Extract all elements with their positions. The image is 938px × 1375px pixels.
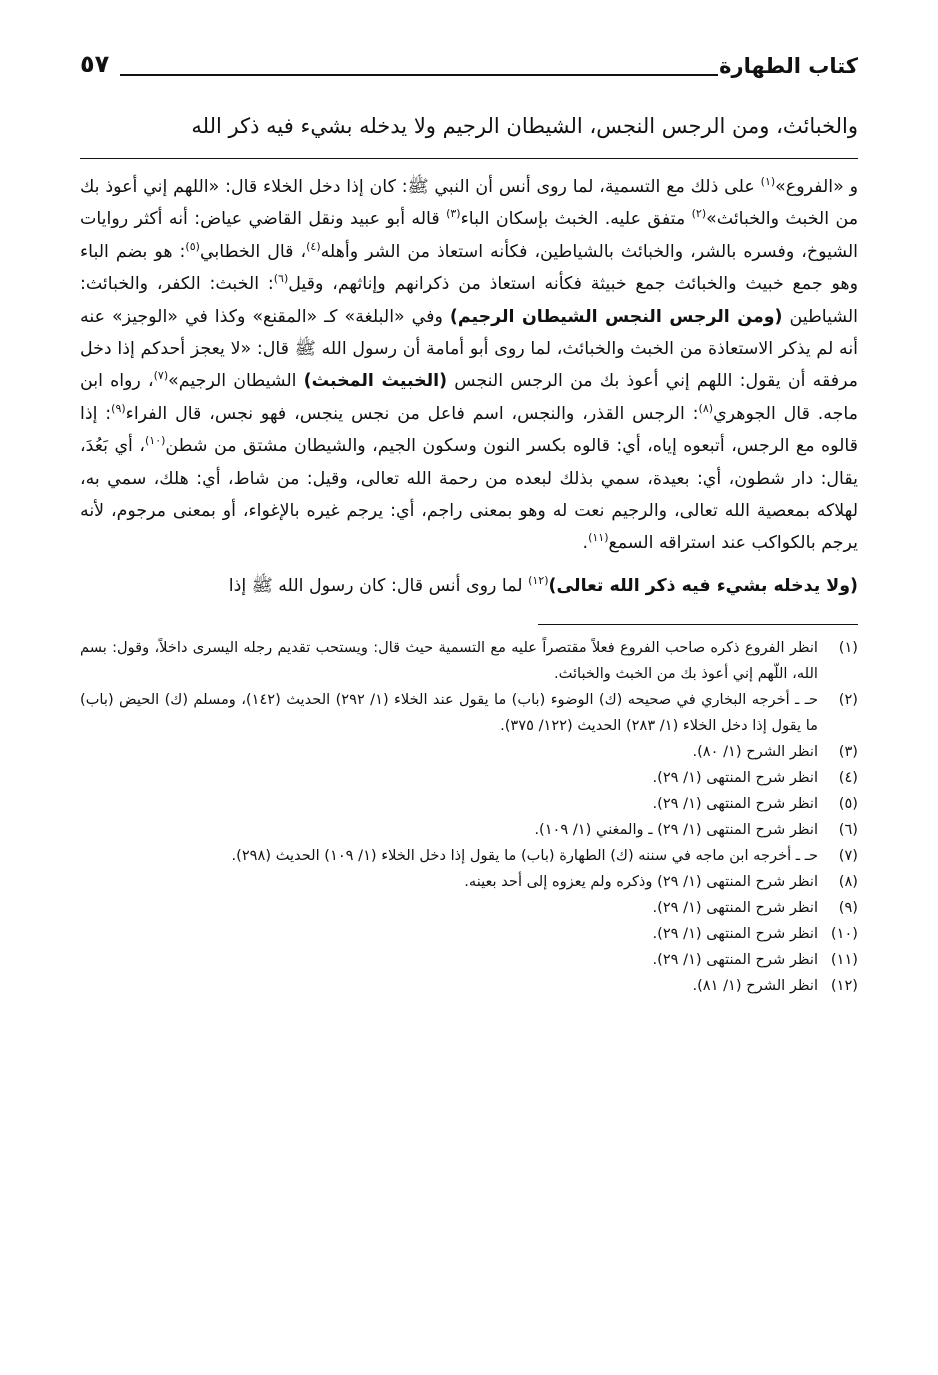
text-segment: متفق عليه. الخبث بإسكان الباء [460, 209, 692, 230]
footnote-number: (١٠) [830, 925, 858, 943]
footnote-text: انظر شرح المنتهى (١/ ٢٩). [652, 925, 818, 943]
matn-quote: (ومن الرجس النجس الشيطان الرجيم) [449, 306, 783, 327]
text-segment: و «الفروع» [775, 177, 858, 197]
footnote-ref-2: (٢) [691, 207, 707, 221]
footnote-ref-9: (٩) [111, 402, 126, 416]
footnote-text: انظر شرح المنتهى (١/ ٢٩). [652, 951, 818, 969]
footnote-number: (١١) [830, 951, 858, 969]
footnote-ref-6: (٦) [273, 272, 289, 286]
text-segment: على ذلك مع التسمية، لما روى أنس أن النبي ﷺ: كان إذا دخل الخلاء قال: «اللهم إني أعوذ بك من الخبث والخبائث» [80, 177, 859, 230]
matn-quote: (ولا يدخله بشيء فيه ذكر الله تعالى) [548, 575, 858, 596]
footnote-ref-1: (١) [760, 175, 776, 189]
footnote-item [80, 973, 858, 999]
commentary-paragraph-2 [80, 570, 858, 602]
text-segment: : إذا قالوه مع الرجس، أتبعوه إياه، أي: قالوه بكسر النون وسكون الجيم، والشيطان مشتق من شطن [80, 403, 858, 457]
footnote-item [80, 817, 858, 843]
footnote-text: انظر الشرح (١/ ٨١). [692, 977, 818, 995]
footnote-text: حـ ـ أخرجه ابن ماجه في سننه (ك) الطهارة (باب) ما يقول إذا دخل الخلاء (١/ ١٠٩) الحديث (٢٩٨). [231, 847, 818, 865]
footnote-number: (٤) [838, 769, 858, 787]
footnote-number: (١٢) [830, 977, 858, 995]
text-segment: لما روى أنس قال: كان رسول الله ﷺ إذا [228, 575, 529, 596]
footnote-text: انظر شرح المنتهى (١/ ٢٩). [652, 769, 818, 787]
footnote-rule [538, 624, 858, 625]
footnote-ref-5: (٥) [185, 240, 200, 254]
footnote-ref-7: (٧) [153, 369, 169, 383]
footnote-text: انظر شرح المنتهى (١/ ٢٩) وذكره ولم يعزوه إلى أحد بعينه. [464, 873, 818, 891]
footnote-item [80, 895, 858, 921]
footnote-ref-10: (١٠) [144, 434, 166, 448]
matn-text: والخبائث، ومن الرجس النجس، الشيطان الرجيم ولا يدخله بشيء فيه ذكر الله [191, 114, 858, 138]
footnote-ref-3: (٣) [446, 207, 461, 221]
footnote-ref-4: (٤) [306, 240, 321, 254]
footnote-item [80, 687, 858, 739]
text-segment: الشيطان الرجيم» [168, 371, 304, 392]
footnote-ref-12: (١٢) [528, 574, 549, 588]
footnote-item [80, 921, 858, 947]
footnote-text: انظر الشرح (١/ ٨٠). [692, 743, 818, 761]
text-segment: : الرجس القذر، والنجس، اسم فاعل من نجس ينجس، فهو نجس، قال الفراء [125, 403, 699, 424]
footnote-item [80, 739, 858, 765]
text-segment: : هو بضم الباء وهو جمع خبيث والخبائث جمع خبيثة فكأنه استعاذ من ذكرانهم وإناثهم، وقيل [80, 241, 858, 295]
footnote-number: (٧) [838, 847, 858, 865]
matn-quote: (الخبيث المخبث) [303, 371, 448, 392]
text-segment: وفي «البلغة» كـ «المقنع» وكذا في «الوجيز» عنه أنه لم يذكر الاستعاذة من الخبث والخبائث، لما روى أبو أمامة أن رسول الله ﷺ قال: «لا يعجز أحدكم إذا دخل مرفقه أن يقول: اللهم إني أعوذ بك من الرجس النجس [80, 306, 858, 392]
text-segment: ، أي بَعُدَ، يقال: دار شطون، أي: بعيدة، سمي بذلك لبعده من رحمة الله تعالى، وقيل: من شاط، أي: هلك، سمي به، لهلاكه بمعصية الله تعالى، والرجيم نعت له وهو بمعنى راجم، أي: يرجم غيره بالإغواء، أو بمعنى مرجوم، لأنه يرجم بالكواكب عند استراقه السمع [80, 436, 858, 554]
book-title: كتاب الطهارة [719, 54, 858, 78]
footnote-text: انظر الفروع ذكره صاحب الفروع فعلاً مقتصراً عليه مع التسمية حيث قال: ويستحب تقديم رجله اليسرى داخلاً، وقول: بسم الله، اللّهم إني أعوذ بك من الخبث والخبائث. [80, 639, 818, 683]
footnote-item [80, 869, 858, 895]
footnotes [80, 635, 858, 999]
footnote-number: (٢) [838, 691, 858, 709]
footnote-text: انظر شرح المنتهى (١/ ٢٩). [652, 795, 818, 813]
running-header [80, 48, 858, 88]
header-rule [120, 74, 718, 76]
footnote-ref-11: (١١) [588, 531, 609, 545]
footnote-item [80, 947, 858, 973]
footnote-text: انظر شرح المنتهى (١/ ٢٩) ـ والمغني (١/ ١٠٩). [534, 821, 818, 839]
footnote-number: (٩) [838, 899, 858, 917]
footnote-item [80, 765, 858, 791]
footnote-text: حـ ـ أخرجه البخاري في صحيحه (ك) الوضوء (باب) ما يقول عند الخلاء (١/ ٢٩٢) الحديث (١٤٢)، ومسلم (ك) الحيض (باب) ما يقول إذا دخل الخلاء (١/ ٢٨٣) الحديث (١٢٢/ ٣٧٥). [80, 691, 819, 735]
footnote-ref-8: (٨) [698, 402, 714, 416]
book-page [80, 48, 858, 1345]
footnote-number: (٨) [838, 873, 858, 891]
text-segment: قاله أبو عبيد ونقل القاضي عياض: أنه أكثر روايات الشيوخ، وفسره بالشر، والخبائث بالشياطين، فكأنه استعاذ من الشر وأهله [80, 209, 858, 262]
commentary-paragraph-1 [80, 171, 858, 560]
footnote-text: انظر شرح المنتهى (١/ ٢٩). [652, 899, 818, 917]
text-segment: . [582, 533, 589, 554]
footnote-item [80, 635, 858, 687]
text-segment: ، قال الخطابي [199, 241, 307, 262]
page-number: ٥٧ [80, 50, 110, 78]
footnote-number: (١) [838, 639, 858, 657]
text-segment: : الخبث: الكفر، والخبائث: الشياطين [80, 274, 858, 327]
footnote-item [80, 843, 858, 869]
text-segment: ، رواه ابن ماجه. قال الجوهري [80, 371, 858, 424]
footnote-item [80, 791, 858, 817]
footnote-number: (٦) [838, 821, 858, 839]
footnote-number: (٥) [838, 795, 858, 813]
commentary [80, 171, 858, 602]
matn-rule [80, 158, 858, 159]
footnote-number: (٣) [838, 743, 858, 761]
